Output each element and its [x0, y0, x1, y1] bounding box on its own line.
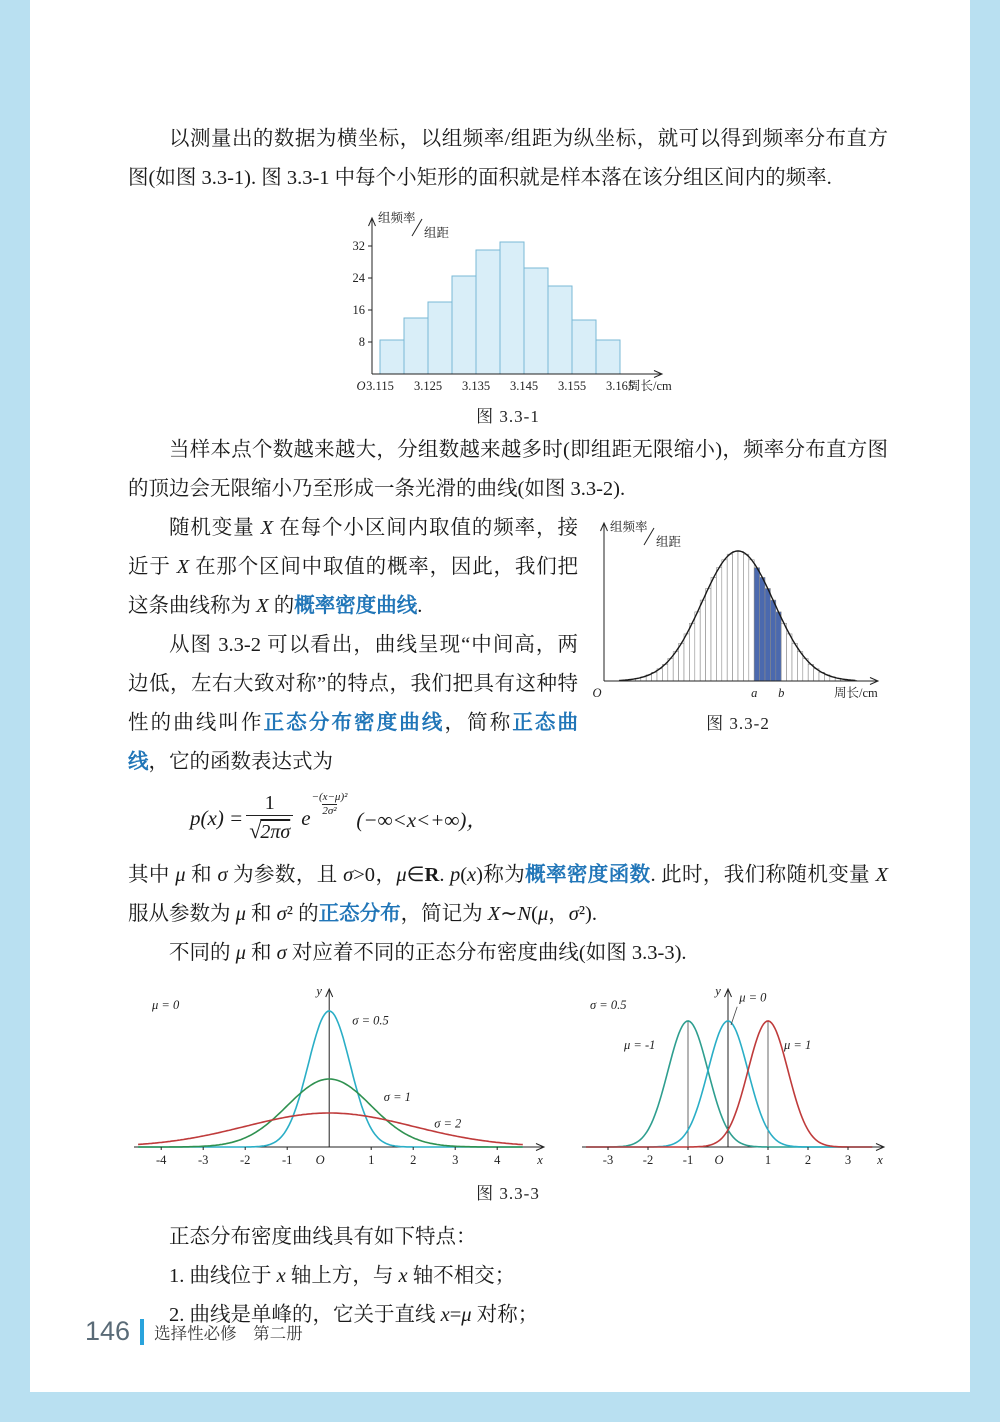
- text-segment: μ: [235, 902, 246, 925]
- svg-text:周长/cm: 周长/cm: [834, 686, 878, 700]
- text-segment: x: [440, 1303, 450, 1326]
- sqrt-symbol: √: [249, 818, 262, 843]
- svg-text:a: a: [751, 686, 758, 700]
- histogram-3-3-1: [328, 206, 688, 398]
- figure-3-3-2-caption: 图 3.3-2: [706, 714, 770, 733]
- text-segment: 和: [245, 941, 277, 964]
- svg-text:x: x: [537, 1152, 543, 1167]
- text-segment: 概率密度函数: [525, 863, 651, 886]
- radicand: 2πσ: [260, 821, 291, 843]
- text-segment: X: [875, 863, 889, 886]
- svg-text:-2: -2: [642, 1152, 654, 1167]
- figure-3-3-3: [128, 981, 888, 1173]
- svg-text:-3: -3: [197, 1152, 209, 1167]
- text-segment: 正态分布密度曲线: [263, 712, 445, 734]
- text-segment: X: [260, 517, 274, 539]
- svg-text:σ = 0.5: σ = 0.5: [590, 997, 627, 1012]
- bottom-margin-band: [0, 1392, 1000, 1422]
- text-segment: 的: [268, 595, 295, 617]
- body-paragraph: [128, 431, 888, 509]
- text-segment: 以测量出的数据为横坐标，以组频率/组距为纵坐标，就可以得到频率分布直方图(如图 3.3-1). 图 3.3-1 中每个小矩形的面积就是样本落在该分组区间内的频率.: [128, 128, 888, 189]
- text-segment: =: [449, 1303, 462, 1326]
- text-segment: 在那个区间中取值的概率，因此，我们把这条曲线称为: [128, 556, 579, 617]
- text-segment: 概率密度曲线: [294, 595, 418, 617]
- text-segment: ，: [548, 902, 569, 925]
- body-paragraph: [128, 120, 888, 198]
- text-segment: X: [487, 902, 501, 925]
- right-margin-band: [970, 0, 1000, 1422]
- text-segment: μ: [396, 863, 407, 886]
- page-footer: [85, 1316, 303, 1347]
- exponent-fraction: [312, 791, 348, 818]
- text-segment: x: [398, 1264, 408, 1287]
- text-segment: ，它的函数表达式为: [148, 751, 333, 773]
- text-segment: ² 的: [286, 902, 319, 925]
- text-segment: σ: [276, 941, 287, 964]
- normal-curves-varying-mu: [576, 981, 888, 1173]
- svg-text:μ = 1: μ = 1: [784, 1037, 812, 1052]
- svg-text:-4: -4: [155, 1152, 167, 1167]
- svg-text:μ = 0: μ = 0: [739, 990, 767, 1005]
- list-item: [128, 1257, 888, 1296]
- svg-text:σ = 0.5: σ = 0.5: [352, 1012, 389, 1027]
- figure-3-3-1: [128, 206, 888, 427]
- text-segment: x: [467, 863, 477, 886]
- text-segment: 正态分布: [318, 902, 401, 925]
- svg-text:组频率: 组频率: [610, 520, 648, 534]
- svg-text:组距: 组距: [656, 535, 682, 549]
- figure-3-3-1-caption: 图 3.3-1: [476, 407, 540, 426]
- exponent-denominator: 2σ²: [322, 805, 337, 818]
- normal-curves-varying-sigma: [128, 981, 548, 1173]
- svg-text:b: b: [778, 686, 785, 700]
- svg-text:O: O: [714, 1152, 724, 1167]
- density-curve-3-3-2: [588, 515, 888, 705]
- svg-text:y: y: [316, 983, 322, 998]
- svg-text:O: O: [315, 1152, 325, 1167]
- text-segment: 正态曲线: [128, 712, 579, 773]
- text-segment: ，简记为: [400, 902, 488, 925]
- text-segment: ∈: [406, 863, 425, 886]
- svg-text:24: 24: [352, 271, 365, 285]
- figure-3-3-3-caption: 图 3.3-3: [476, 1183, 540, 1203]
- text-segment: 随机变量: [169, 517, 261, 539]
- svg-text:3.145: 3.145: [509, 379, 539, 393]
- svg-text:3.165: 3.165: [605, 379, 635, 393]
- svg-text:-2: -2: [239, 1152, 251, 1167]
- svg-text:3: 3: [844, 1152, 852, 1167]
- svg-text:y: y: [715, 983, 721, 998]
- svg-text:σ = 2: σ = 2: [434, 1115, 462, 1130]
- svg-text:-1: -1: [682, 1152, 694, 1167]
- text-segment: 1. 曲线位于: [169, 1264, 277, 1287]
- svg-text:3.125: 3.125: [413, 379, 443, 393]
- text-segment: 不同的: [169, 941, 236, 964]
- svg-text:σ = 1: σ = 1: [383, 1089, 411, 1104]
- text-segment: 从图 3.3-2 可以看出，曲线呈现“中间高，两边低，左右大致对称”的特点，我们把具有这种特性的曲线叫作: [128, 634, 578, 734]
- svg-text:8: 8: [358, 335, 365, 349]
- svg-text:4: 4: [494, 1152, 501, 1167]
- text-segment: 轴不相交；: [407, 1264, 516, 1287]
- text-segment: σ: [343, 863, 354, 886]
- svg-text:3.115: 3.115: [366, 379, 394, 393]
- footer-book-title: 选择性必修 第二册: [154, 1323, 303, 1343]
- normal-density-formula: [190, 792, 888, 846]
- text-segment: 轴上方，与: [285, 1264, 399, 1287]
- page-number: 146: [85, 1316, 131, 1346]
- svg-text:组距: 组距: [424, 226, 450, 240]
- svg-text:组频率: 组频率: [378, 211, 416, 225]
- text-segment: μ: [235, 941, 246, 964]
- svg-text:2: 2: [804, 1152, 812, 1167]
- svg-text:μ = -1: μ = -1: [624, 1037, 656, 1052]
- svg-text:-3: -3: [602, 1152, 614, 1167]
- formula-lhs: p(x) =: [190, 806, 244, 831]
- text-segment: 正态分布密度曲线具有如下特点：: [169, 1225, 477, 1248]
- text-segment: 和: [185, 863, 218, 886]
- left-margin-band: [0, 0, 30, 1422]
- svg-text:μ = 0: μ = 0: [152, 997, 180, 1012]
- text-segment: .: [439, 863, 450, 886]
- text-segment: 2. 曲线是单峰的，它关于直线: [169, 1303, 441, 1326]
- text-segment: N: [517, 902, 532, 925]
- figure-3-3-2: [588, 515, 888, 734]
- text-segment: 对称；: [471, 1303, 539, 1326]
- svg-text:-1: -1: [281, 1152, 293, 1167]
- svg-text:32: 32: [352, 239, 365, 253]
- text-segment: 和: [245, 902, 277, 925]
- text-segment: μ: [175, 863, 186, 886]
- text-segment: X: [176, 556, 190, 578]
- text-segment: μ: [537, 902, 549, 925]
- text-segment: . 此时，我们称随机变量: [650, 863, 876, 886]
- text-segment: p: [449, 863, 461, 886]
- text-segment: >0，: [353, 863, 397, 886]
- svg-text:16: 16: [352, 303, 365, 317]
- svg-text:3: 3: [452, 1152, 459, 1167]
- text-segment: 服从参数为: [128, 902, 236, 925]
- text-segment: μ: [461, 1303, 472, 1326]
- fraction-numerator: 1: [264, 792, 275, 814]
- text-segment: .: [417, 595, 423, 617]
- svg-text:3.155: 3.155: [557, 379, 587, 393]
- body-paragraph: [128, 856, 888, 934]
- svg-text:O: O: [356, 379, 366, 393]
- text-segment: (: [460, 863, 468, 886]
- text-segment: σ: [276, 902, 287, 925]
- text-segment: 为参数，且: [227, 863, 344, 886]
- text-segment: 对应着不同的正态分布密度曲线(如图 3.3-3).: [286, 941, 687, 964]
- text-segment: ，简称: [444, 712, 513, 734]
- exponent-numerator: −(x−μ)²: [311, 791, 348, 804]
- text-segment: ∼: [500, 902, 518, 925]
- text-segment: σ: [568, 902, 579, 925]
- text-segment: x: [276, 1264, 286, 1287]
- text-segment: )称为: [476, 863, 526, 886]
- text-segment: R: [424, 863, 440, 886]
- text-segment: σ: [217, 863, 228, 886]
- svg-text:x: x: [877, 1152, 883, 1167]
- text-segment: ²).: [578, 902, 597, 925]
- svg-text:1: 1: [764, 1152, 772, 1167]
- text-segment: 在每个小区间内取值的频率，接近于: [128, 517, 578, 578]
- svg-text:周长/cm: 周长/cm: [628, 379, 672, 393]
- body-paragraph: [128, 934, 888, 973]
- svg-text:O: O: [592, 686, 602, 700]
- svg-text:2: 2: [410, 1152, 417, 1167]
- formula-fraction: [246, 792, 293, 846]
- text-segment: 当样本点个数越来越大，分组数越来越多时(即组距无限缩小)，频率分布直方图的顶边会无限缩小乃至形成一条光滑的曲线(如图 3.3-2).: [128, 439, 888, 500]
- text-segment: (: [531, 902, 538, 925]
- body-paragraph: [128, 1218, 888, 1257]
- footer-divider: [140, 1319, 144, 1345]
- exp-base: e: [301, 806, 311, 831]
- page-content: [128, 120, 888, 1335]
- svg-text:3.135: 3.135: [461, 379, 491, 393]
- text-segment: 其中: [128, 863, 176, 886]
- fraction-denominator: [246, 815, 293, 846]
- svg-text:1: 1: [368, 1152, 375, 1167]
- text-with-figure-block: [128, 509, 888, 856]
- text-segment: X: [256, 595, 269, 617]
- formula-domain: (−∞<x<+∞)，: [356, 807, 488, 832]
